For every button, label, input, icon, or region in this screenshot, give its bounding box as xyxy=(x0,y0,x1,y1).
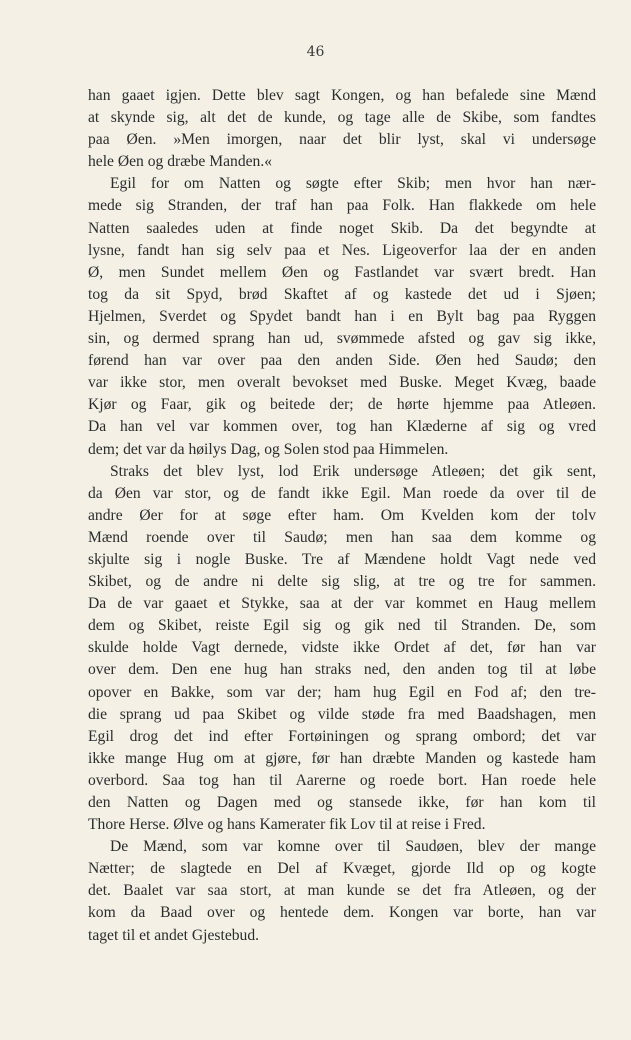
text-line: Natten saaledes uden at finde noget Skib. Da det begyndte at xyxy=(88,219,596,237)
paragraph-2 xyxy=(88,173,596,460)
text-line: Straks det blev lyst, lod Erik undersøge Atleøen; det gik sent, xyxy=(110,462,596,480)
paragraph-3 xyxy=(88,461,596,837)
text-line: Mænd roende over til Saudø; men han saa dem komme og xyxy=(88,528,596,546)
text-line: førend han var over paa den anden Side. Øen hed Saudø; den xyxy=(88,352,596,370)
text-line: Ø, men Sundet mellem Øen og Fastlandet var svært bredt. Han xyxy=(88,263,596,281)
text-line: skjulte sig i nogle Buske. Tre af Mændene holdt Vagt nede ved xyxy=(88,550,596,568)
text-line: Hjelmen, Sverdet og Spydet bandt han i en Bylt bag paa Ryggen xyxy=(88,307,596,325)
paragraph-4 xyxy=(88,836,596,946)
text-line: taget til et andet Gjestebud. xyxy=(88,926,260,944)
text-line: han gaaet igjen. Dette blev sagt Kongen, og han befalede sine Mænd xyxy=(88,87,596,104)
paragraph-1 xyxy=(88,85,596,173)
page-number: 46 xyxy=(306,44,325,60)
text-line: sin, og dermed sprang han ud, svømmede afsted og gav sig ikke, xyxy=(88,330,596,348)
text-line: skulde holde Vagt dernede, vidste ikke Ordet af det, før han var xyxy=(88,639,596,657)
text-line: Skibet, og de andre ni delte sig slig, at tre og tre for sammen. xyxy=(88,573,596,591)
text-line: lysne, fandt han sig selv paa et Nes. Ligeoverfor laa der en anden xyxy=(88,241,596,259)
text-line: overbord. Saa tog han til Aarerne og roede bort. Han roede hele xyxy=(88,771,596,789)
text-line: Egil drog det ind efter Fortøiningen og sprang ombord; det var xyxy=(88,727,596,745)
text-line: hele Øen og dræbe Manden.« xyxy=(88,153,273,171)
text-line: var ikke stor, men overalt bevokset med Buske. Meget Kvæg, baade xyxy=(88,374,596,392)
text-line: die sprang ud paa Skibet og vilde støde fra med Baadshagen, men xyxy=(88,705,596,723)
text-line: paa Øen. »Men imorgen, naar det blir lyst, skal vi undersøge xyxy=(88,131,596,149)
text-line: Da de var gaaet et Stykke, saa at der var kommet en Haug mellem xyxy=(88,595,596,613)
text-line: andre Øer for at søge efter ham. Om Kvelden kom der tolv xyxy=(88,506,596,524)
text-line: kom da Baad over og hentede dem. Kongen var borte, han var xyxy=(88,904,596,922)
text-line: over dem. Den ene hug han straks ned, den anden tog til at løbe xyxy=(88,661,596,679)
text-line: Egil for om Natten og søgte efter Skib; men hvor han nær- xyxy=(110,175,596,193)
text-line: mede sig Stranden, der traf han paa Folk. Han flakkede om hele xyxy=(88,197,596,215)
text-line: ikke mange Hug om at gjøre, før han dræbte Manden og kastede ham xyxy=(88,749,596,767)
text-line: Da han vel var kommen over, tog han Klæderne af sig og vred xyxy=(88,418,596,436)
text-line: den Natten og Dagen med og stansede ikke, før han kom til xyxy=(88,794,596,811)
text-line: dem og Skibet, reiste Egil sig og gik ned til Stranden. De, som xyxy=(88,617,596,635)
text-line: tog da sit Spyd, brød Skaftet af og kastede det ud i Sjøen; xyxy=(88,285,596,303)
text-line: det. Baalet var saa stort, at man kunde se det fra Atleøen, og der xyxy=(88,882,596,900)
text-line: da Øen var stor, og de fandt ikke Egil. Man roede da over til de xyxy=(88,484,596,502)
text-line: Nætter; de slagtede en Del af Kvæget, gjorde Ild op og kogte xyxy=(88,860,596,878)
text-line: opover en Bakke, som var der; ham hug Egil en Fod af; den tre- xyxy=(88,683,596,701)
text-line: dem; det var da høilys Dag, og Solen stod paa Himmelen. xyxy=(88,440,449,458)
body-text xyxy=(88,85,596,947)
text-line: at skynde sig, alt det de kunde, og tage alle de Skibe, som fandtes xyxy=(88,109,596,127)
text-line: Thore Herse. Ølve og hans Kamerater fik Lov til at reise i Fred. xyxy=(88,816,486,834)
text-line: De Mænd, som var komne over til Saudøen, blev der mange xyxy=(110,838,596,856)
text-line: Kjør og Faar, gik og beitede der; de hørte hjemme paa Atleøen. xyxy=(88,396,596,414)
